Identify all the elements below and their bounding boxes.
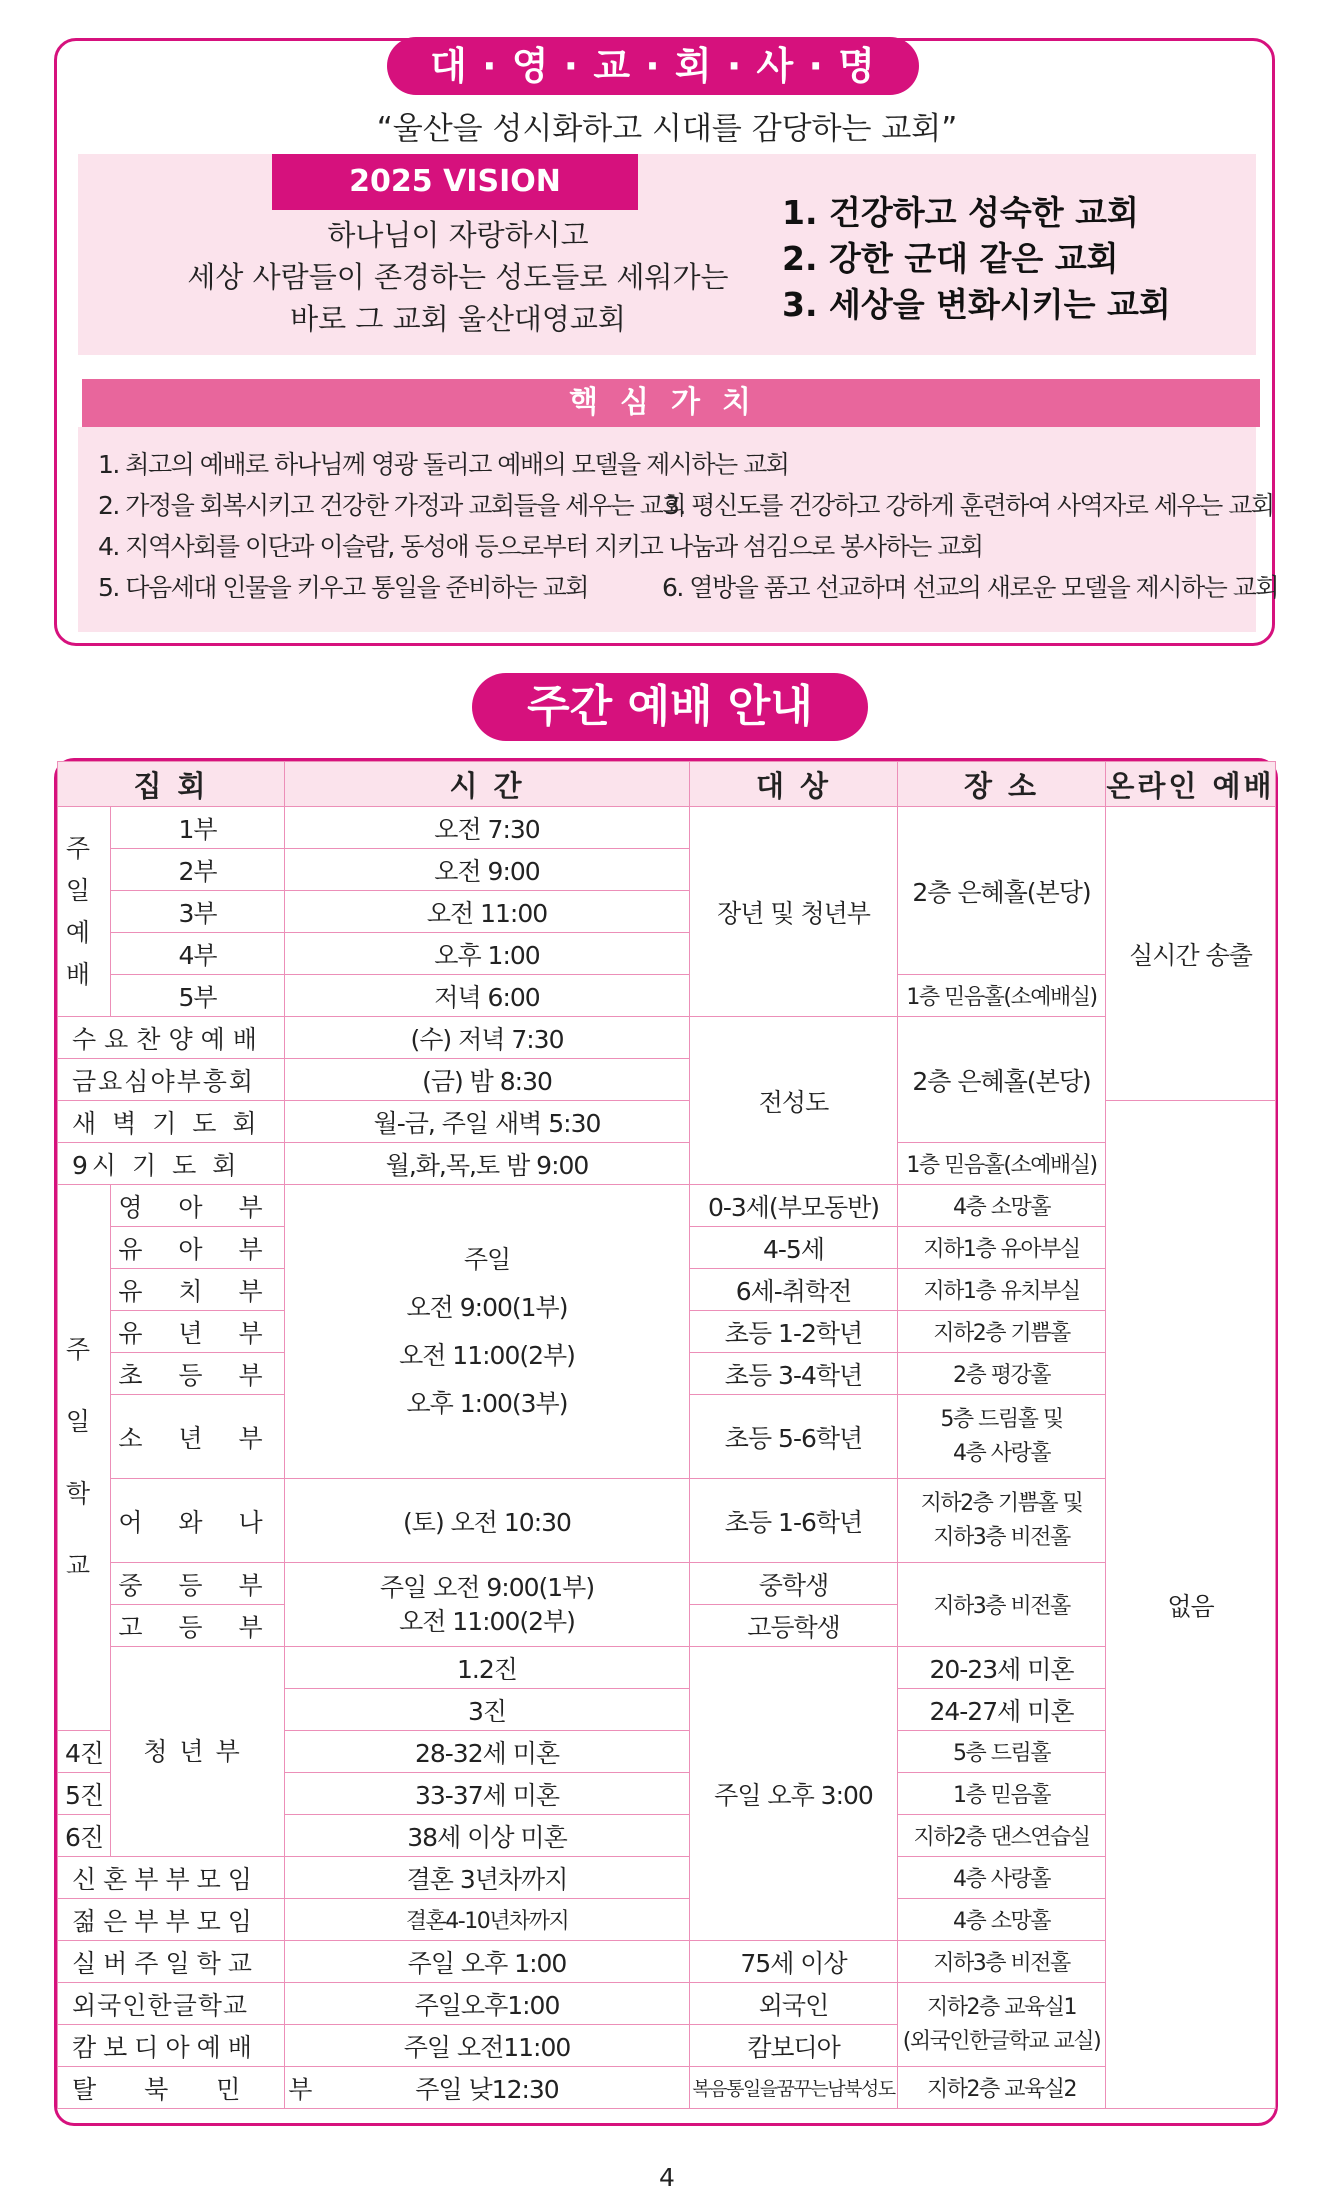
table-row (58, 1941, 1276, 1983)
table-row (58, 1647, 1276, 1689)
header-place: 장 소 (898, 762, 1106, 807)
gathering-time: 주일오후1:00 (285, 1983, 690, 2025)
youth-place: 1층 믿음홀 (898, 1773, 1106, 1815)
core-value: 3. 평신도를 건강하고 강하게 훈련하여 사역자로 세우는 교회 (664, 491, 1274, 520)
school-times (285, 1185, 690, 1479)
youth-place: 5층 드림홀 (898, 1731, 1106, 1773)
weekly-worship-table (54, 758, 1278, 2126)
youth-target: 24-27세 미혼 (898, 1689, 1106, 1731)
dept-name: 중 등 부 (111, 1563, 285, 1605)
dept-place: 지하1층 유치부실 (898, 1269, 1106, 1311)
service-name: 1부 (111, 807, 285, 849)
gathering-time: 주일 오후 1:00 (285, 1941, 690, 1983)
dept-name: 유 아 부 (111, 1227, 285, 1269)
place-line: 4층 사랑홀 (953, 1440, 1050, 1466)
place-main-sanctuary: 2층 은혜홀(본당) (898, 807, 1106, 975)
youth-target: 33-37세 미혼 (285, 1773, 690, 1815)
gathering-name: 수요찬양예배 (58, 1017, 285, 1059)
youth-target: 20-23세 미혼 (898, 1647, 1106, 1689)
gathering-time: 주일 낮12:30 (285, 2067, 690, 2109)
gathering-name: 외국인한글학교 (58, 1983, 285, 2025)
table-row (58, 1563, 1276, 1605)
header-gathering: 집 회 (58, 762, 285, 807)
core-value: 5. 다음세대 인물을 키우고 통일을 준비하는 교회 (98, 573, 588, 602)
dept-place: 지하3층 비전홀 (898, 1563, 1106, 1647)
vision-line: 세상 사람들이 존경하는 성도들로 세워가는 (187, 260, 729, 294)
school-time-line: 오전 11:00(2부) (399, 1340, 575, 1370)
target-adults: 장년 및 청년부 (690, 807, 898, 1017)
table-row (58, 1017, 1276, 1059)
dept-place: 지하1층 유아부실 (898, 1227, 1106, 1269)
vision-goals (782, 190, 1171, 328)
place-line: 지하2층 교육실1 (927, 1994, 1076, 2020)
core-value: 4. 지역사회를 이단과 이슬람, 동성애 등으로부터 지키고 나눔과 섬김으로 봉사하는 교회 (98, 532, 983, 561)
table-row (58, 1185, 1276, 1227)
core-value: 6. 열방을 품고 선교하며 선교의 새로운 모델을 제시하는 교회 (662, 573, 1279, 602)
dept-target: 6세-취학전 (690, 1269, 898, 1311)
dept-name: 영 아 부 (111, 1185, 285, 1227)
couples-place: 4층 사랑홀 (898, 1857, 1106, 1899)
table-header-row (58, 762, 1276, 807)
dept-name: 유 치 부 (111, 1269, 285, 1311)
service-name: 2부 (111, 849, 285, 891)
table-row (58, 1857, 1276, 1899)
dept-name: 유 년 부 (111, 1311, 285, 1353)
vision-goal: 2. 강한 군대 같은 교회 (782, 239, 1119, 278)
core-value: 1. 최고의 예배로 하나님께 영광 돌리고 예배의 모델을 제시하는 교회 (98, 450, 789, 479)
table-row (58, 807, 1276, 849)
service-time: 오전 9:00 (285, 849, 690, 891)
teen-time-line: 오전 11:00(2부) (399, 1606, 575, 1636)
dept-name: 초 등 부 (111, 1353, 285, 1395)
vision-goal: 3. 세상을 변화시키는 교회 (782, 285, 1171, 324)
table-row (58, 1143, 1276, 1185)
dept-target: 초등 5-6학년 (690, 1395, 898, 1479)
service-time: 오전 11:00 (285, 891, 690, 933)
vision-statement (158, 214, 758, 340)
dept-place (898, 1479, 1106, 1563)
core-values-panel (78, 427, 1279, 632)
header-online: 온라인 예배 (1106, 762, 1276, 807)
gathering-target: 복음통일을꿈꾸는남북성도 (690, 2067, 898, 2109)
vision-line: 하나님이 자랑하시고 (327, 218, 589, 252)
youth-place: 지하2층 댄스연습실 (898, 1815, 1106, 1857)
group-sunday-worship: 주일예배 (58, 807, 111, 1017)
group-youth: 청년부 (111, 1647, 285, 1857)
table-row (58, 1899, 1276, 1941)
dept-name: 고 등 부 (111, 1605, 285, 1647)
youth-target: 28-32세 미혼 (285, 1731, 690, 1773)
teen-times (285, 1563, 690, 1647)
service-name: 4부 (111, 933, 285, 975)
gathering-name: 신혼부부모임 (58, 1857, 285, 1899)
place-line: 지하2층 기쁨홀 및 (920, 1490, 1083, 1516)
dept-target: 중학생 (690, 1563, 898, 1605)
gathering-target: 75세 이상 (690, 1941, 898, 1983)
place-line: (외국인한글학교 교실) (902, 2028, 1101, 2054)
school-time-line: 오전 9:00(1부) (406, 1292, 568, 1322)
header-time: 시 간 (285, 762, 690, 807)
gathering-name: 새 벽 기 도 회 (58, 1101, 285, 1143)
vision-goal: 1. 건강하고 성숙한 교회 (782, 193, 1139, 232)
place-line: 지하3층 비전홀 (933, 1524, 1070, 1550)
online-live: 실시간 송출 (1106, 807, 1276, 1101)
service-time: 저녁 6:00 (285, 975, 690, 1017)
gathering-place: 지하2층 교육실2 (898, 2067, 1106, 2109)
online-none: 없음 (1106, 1101, 1276, 2109)
dept-name: 어 와 나 (111, 1479, 285, 1563)
gathering-name: 탈 북 민 부 (58, 2067, 285, 2109)
mission-title: 대 · 영 · 교 · 회 · 사 · 명 (387, 37, 919, 95)
vision-panel (78, 154, 1256, 355)
gathering-time: 주일 오전11:00 (285, 2025, 690, 2067)
place-faith-hall: 1층 믿음홀(소예배실) (898, 975, 1106, 1017)
target-all-members: 전성도 (690, 1017, 898, 1185)
core-value: 2. 가정을 회복시키고 건강한 가정과 교회들을 세우는 교회 (98, 491, 685, 520)
gathering-time: 월,화,목,토 밤 9:00 (285, 1143, 690, 1185)
dept-target: 0-3세(부모동반) (690, 1185, 898, 1227)
youth-target: 38세 이상 미혼 (285, 1815, 690, 1857)
table-row (58, 2067, 1276, 2109)
page-number: 4 (659, 2163, 675, 2192)
church-motto: “울산을 성시화하고 시대를 감당하는 교회” (376, 111, 958, 147)
school-time-line: 오후 1:00(3부) (406, 1388, 568, 1418)
gathering-place: 지하3층 비전홀 (898, 1941, 1106, 1983)
gathering-name: 캄보디아예배 (58, 2025, 285, 2067)
dept-target: 고등학생 (690, 1605, 898, 1647)
weekly-worship-title: 주간 예배 안내 (472, 673, 868, 741)
gathering-time: 월-금, 주일 새벽 5:30 (285, 1101, 690, 1143)
service-name: 3부 (111, 891, 285, 933)
youth-jin: 1.2진 (285, 1647, 690, 1689)
gathering-place (898, 1983, 1106, 2067)
dept-place (898, 1395, 1106, 1479)
dept-place: 4층 소망홀 (898, 1185, 1106, 1227)
school-time-line: 주일 (463, 1244, 511, 1274)
dept-target: 4-5세 (690, 1227, 898, 1269)
youth-jin: 3진 (285, 1689, 690, 1731)
group-sunday-school: 주일학교 (58, 1185, 111, 1731)
gathering-name: 금요심야부흥회 (58, 1059, 285, 1101)
dept-target: 초등 3-4학년 (690, 1353, 898, 1395)
table-row (58, 975, 1276, 1017)
dept-place: 2층 평강홀 (898, 1353, 1106, 1395)
dept-name: 소 년 부 (111, 1395, 285, 1479)
table-row (58, 1479, 1276, 1563)
dept-target: 초등 1-6학년 (690, 1479, 898, 1563)
awana-time: (토) 오전 10:30 (285, 1479, 690, 1563)
place-line: 5층 드림홀 및 (940, 1406, 1063, 1432)
table-row (58, 1983, 1276, 2025)
gathering-name: 실버주일학교 (58, 1941, 285, 1983)
teen-time-line: 주일 오전 9:00(1부) (379, 1572, 595, 1602)
couples-target: 결혼 3년차까지 (285, 1857, 690, 1899)
place-main-sanctuary: 2층 은혜홀(본당) (898, 1017, 1106, 1143)
vision-line: 바로 그 교회 울산대영교회 (290, 302, 626, 336)
vision-tag: 2025 VISION (272, 154, 638, 210)
couples-place: 4층 소망홀 (898, 1899, 1106, 1941)
gathering-name: 9시 기 도 회 (58, 1143, 285, 1185)
place-faith-hall: 1층 믿음홀(소예배실) (898, 1143, 1106, 1185)
core-values-title: 핵심가치 (82, 379, 1260, 427)
service-time: 오전 7:30 (285, 807, 690, 849)
youth-jin: 6진 (58, 1815, 111, 1857)
gathering-time: (금) 밤 8:30 (285, 1059, 690, 1101)
header-target: 대 상 (690, 762, 898, 807)
gathering-target: 캄보디아 (690, 2025, 898, 2067)
dept-place: 지하2층 기쁨홀 (898, 1311, 1106, 1353)
gathering-name: 젊은부부모임 (58, 1899, 285, 1941)
gathering-target: 외국인 (690, 1983, 898, 2025)
service-name: 5부 (111, 975, 285, 1017)
youth-jin: 5진 (58, 1773, 111, 1815)
youth-jin: 4진 (58, 1731, 111, 1773)
dept-target: 초등 1-2학년 (690, 1311, 898, 1353)
gathering-time: (수) 저녁 7:30 (285, 1017, 690, 1059)
service-time: 오후 1:00 (285, 933, 690, 975)
youth-time: 주일 오후 3:00 (690, 1647, 898, 1941)
couples-target: 결혼4-10년차까지 (285, 1899, 690, 1941)
